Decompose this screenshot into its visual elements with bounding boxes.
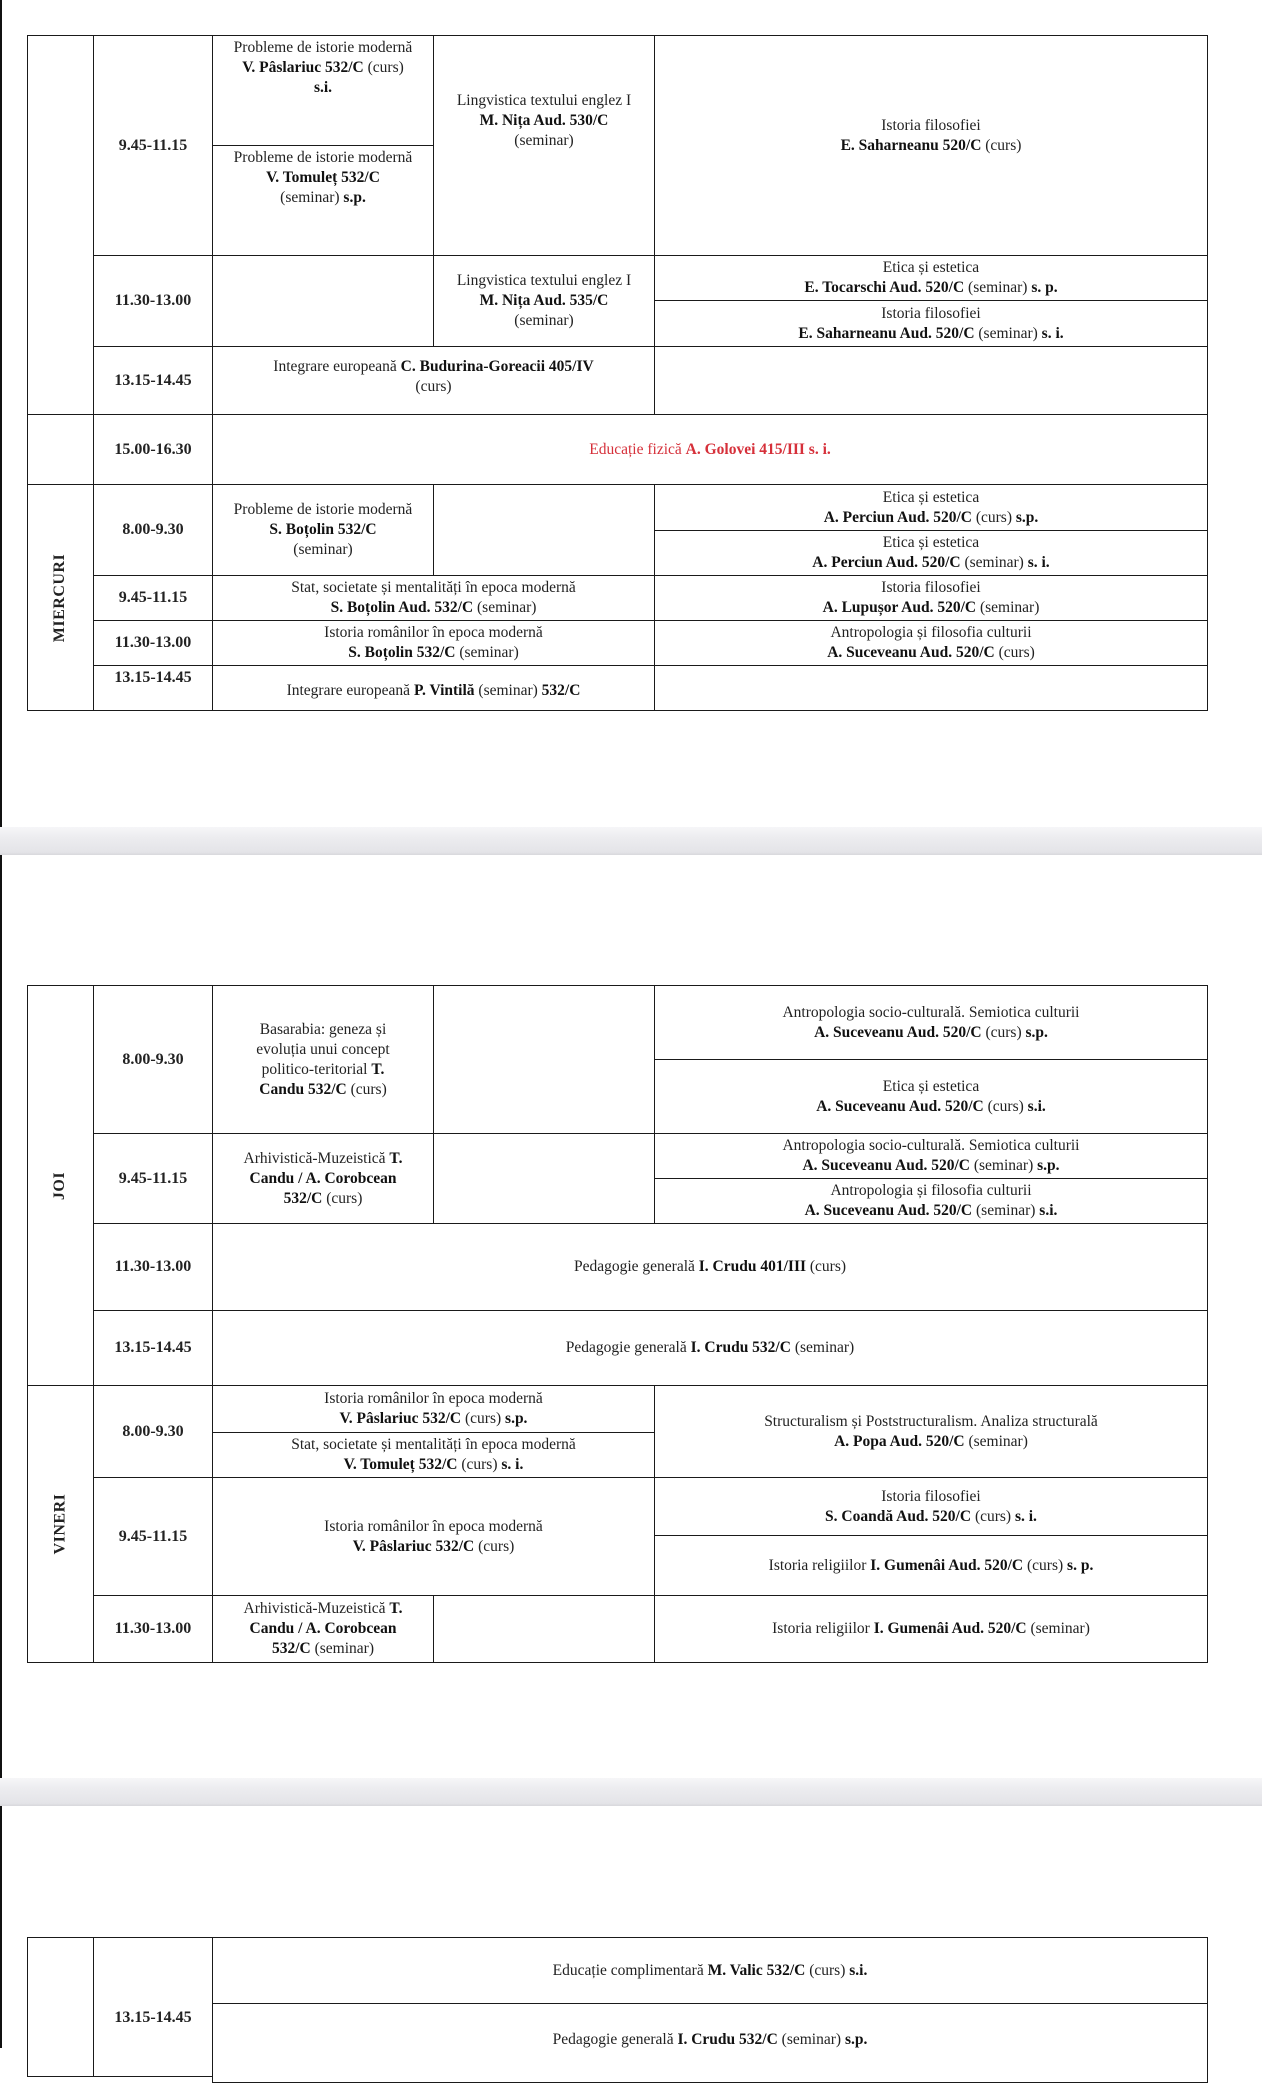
- teacher: T. Candu / A. Corobcean: [249, 1600, 403, 1637]
- subject: Stat, societate și mentalități în epoca modernă: [291, 579, 576, 596]
- teacher-room: I. Crudu 532/C: [677, 2031, 778, 2048]
- group-tag: s. i.: [501, 1456, 524, 1473]
- teacher-room: V. Pâslariuc 532/C: [339, 1410, 462, 1427]
- day-cell-blank: [27, 35, 94, 415]
- subject: Probleme de istorie modernă: [233, 149, 413, 166]
- subject: Pedagogie generală: [573, 1258, 695, 1275]
- class-type: (seminar): [978, 324, 1038, 342]
- subject: Structuralism și Poststructuralism. Analiza structurală: [764, 1412, 1098, 1430]
- group-tag: s.i.: [1027, 1097, 1046, 1115]
- class-type: (curs): [809, 1258, 847, 1275]
- teacher-room: A. Suceveanu Aud. 520/C: [816, 1097, 984, 1115]
- teacher-room: V. Tomuleț 532/C: [343, 1456, 458, 1473]
- class-type: (seminar): [979, 599, 1040, 616]
- class-type: (seminar): [964, 554, 1024, 571]
- subject: Basarabia: geneza și evoluția unui concept politico-teritorial: [256, 1020, 390, 1078]
- subject: Lingvistica textului englez I: [456, 92, 632, 109]
- class-cell[interactable]: [212, 1223, 1208, 1311]
- subject: Istoria românilor în epoca modernă: [324, 1517, 543, 1535]
- subject: Lingvistica textului englez I: [456, 272, 632, 289]
- class-cell[interactable]: [212, 1385, 655, 1433]
- empty-cell: [433, 1133, 655, 1224]
- group-tag: s. i.: [1014, 1507, 1037, 1525]
- subject: Istoria românilor în epoca modernă: [324, 1390, 543, 1407]
- teacher: T. Candu: [259, 1060, 385, 1098]
- group-tag: s.p.: [1037, 1157, 1060, 1174]
- class-type: (curs): [809, 1961, 846, 1979]
- class-cell[interactable]: [654, 300, 1208, 347]
- subject: Probleme de istorie modernă: [233, 501, 413, 518]
- teacher-room: M. Valic 532/C: [707, 1961, 806, 1979]
- subject: Istoria românilor în epoca modernă: [324, 624, 543, 641]
- time-slot: 8.00-9.30: [93, 1385, 213, 1478]
- empty-cell: [212, 255, 434, 347]
- class-type: (seminar): [514, 312, 574, 329]
- subject: Istoria religiilor: [768, 1556, 867, 1574]
- class-type: (seminar): [1030, 1620, 1090, 1637]
- class-type: (seminar): [973, 1157, 1034, 1174]
- teacher-room: I. Gumenâi Aud. 520/C: [870, 1556, 1024, 1574]
- subject: Etica și estetica: [882, 534, 980, 551]
- teacher-room: E. Tocarschi Aud. 520/C: [804, 279, 965, 296]
- class-type: (seminar): [314, 1640, 374, 1657]
- class-type: (curs): [987, 1097, 1024, 1115]
- subject: Integrare europeană: [286, 682, 411, 699]
- teacher-room: I. Crudu 401/III: [698, 1258, 807, 1275]
- class-cell[interactable]: [212, 1310, 1208, 1386]
- class-type: (seminar): [514, 132, 574, 149]
- teacher-room: V. Pâslariuc 532/C: [242, 59, 364, 76]
- class-type: (seminar): [477, 599, 537, 616]
- class-cell[interactable]: [654, 1178, 1208, 1224]
- class-type: (curs): [465, 1410, 502, 1427]
- subject: Antropologia socio-culturală. Semiotica culturii: [782, 1137, 1080, 1154]
- day-label-joi: JOI: [27, 985, 94, 1386]
- page-divider: [0, 827, 1262, 855]
- time-slot: 11.30-13.00: [93, 1223, 213, 1311]
- class-cell[interactable]: [654, 1059, 1208, 1134]
- class-type: (seminar): [781, 2031, 842, 2048]
- class-type: (seminar): [976, 1202, 1036, 1219]
- subject: Etica și estetica: [882, 1077, 980, 1095]
- subject: Antropologia socio-culturală. Semiotica culturii: [782, 1003, 1080, 1021]
- class-cell[interactable]: [212, 665, 655, 711]
- class-cell[interactable]: [654, 1595, 1208, 1663]
- class-cell-highlight[interactable]: [212, 414, 1208, 485]
- class-cell[interactable]: [654, 985, 1208, 1060]
- subject: Istoria filosofiei: [881, 1487, 981, 1505]
- subject: Educație complimentară: [552, 1961, 704, 1979]
- class-cell[interactable]: [212, 575, 655, 621]
- day-label-miercuri: MIERCURI: [27, 484, 94, 711]
- class-cell[interactable]: [433, 35, 655, 256]
- teacher-room: A. Lupușor Aud. 520/C: [822, 599, 977, 616]
- class-cell[interactable]: [654, 484, 1208, 531]
- class-cell[interactable]: [654, 575, 1208, 621]
- subject: Educație fizică: [589, 440, 682, 458]
- teacher-room: A. Golovei 415/III s. i.: [685, 440, 831, 458]
- subject: Istoria filosofiei: [881, 579, 981, 596]
- teacher-room: I. Gumenâi Aud. 520/C: [873, 1620, 1027, 1637]
- teacher-room: A. Perciun Aud. 520/C: [823, 508, 972, 526]
- class-type: (curs): [985, 1023, 1022, 1041]
- group-tag: s.p.: [844, 2031, 868, 2048]
- subject: Istoria filosofiei: [881, 117, 981, 134]
- teacher-room: M. Nița Aud. 535/C: [479, 292, 609, 309]
- group-tag: s. p.: [1031, 279, 1058, 296]
- class-type: (curs): [415, 378, 452, 395]
- day-cell-blank-2: [27, 414, 94, 485]
- page-edge: [0, 0, 2, 2048]
- class-cell[interactable]: [654, 1535, 1208, 1596]
- group-tag: s.i.: [1039, 1202, 1058, 1219]
- class-type: (curs): [478, 1537, 515, 1555]
- empty-cell: [433, 484, 655, 576]
- teacher-room: S. Boțolin Aud. 532/C: [330, 599, 474, 616]
- subject: Istoria filosofiei: [881, 304, 981, 322]
- subject: Antropologia și filosofia culturii: [830, 1182, 1032, 1199]
- group-tag: s.p.: [505, 1410, 528, 1427]
- time-slot: 13.15-14.45: [93, 1937, 213, 2077]
- class-type: (seminar): [478, 682, 538, 699]
- time-slot: 11.30-13.00: [93, 1595, 213, 1663]
- class-type: (seminar): [968, 279, 1028, 296]
- room: 532/C: [541, 682, 581, 699]
- class-type: (curs): [367, 59, 404, 76]
- room: 532/C: [307, 1080, 347, 1098]
- class-type: (seminar): [293, 541, 353, 558]
- time-slot: 8.00-9.30: [93, 985, 213, 1134]
- class-cell[interactable]: [212, 145, 434, 256]
- class-cell[interactable]: [654, 620, 1208, 666]
- room: 532/C: [283, 1189, 323, 1207]
- teacher-room: A. Popa Aud. 520/C: [834, 1432, 965, 1450]
- teacher-room: C. Budurina-Goreacii 405/IV: [400, 358, 594, 375]
- group-tag: s.i.: [849, 1961, 868, 1979]
- subject: Etica și estetica: [882, 259, 980, 276]
- time-slot: 13.15-14.45: [93, 665, 213, 711]
- time-slot: 11.30-13.00: [93, 255, 213, 347]
- teacher-room: E. Saharneanu Aud. 520/C: [798, 324, 975, 342]
- class-type: (curs): [974, 1507, 1012, 1525]
- group-tag: s. p.: [1067, 1556, 1094, 1574]
- subject: Integrare europeană: [273, 358, 397, 375]
- teacher-room: S. Boțolin 532/C: [348, 644, 456, 661]
- class-type: (curs): [350, 1080, 387, 1098]
- teacher-room: A. Suceveanu Aud. 520/C: [804, 1202, 973, 1219]
- time-slot: 11.30-13.00: [93, 620, 213, 666]
- subject: Pedagogie generală: [552, 2031, 674, 2048]
- class-type: (seminar): [280, 189, 340, 206]
- teacher-room: P. Vintilă: [413, 682, 475, 699]
- subject: Istoria religiilor: [772, 1620, 870, 1637]
- class-cell[interactable]: [212, 1432, 655, 1478]
- class-cell[interactable]: [212, 1477, 655, 1596]
- subject: Stat, societate și mentalități în epoca modernă: [291, 1436, 576, 1453]
- class-type: (seminar): [794, 1339, 855, 1356]
- class-cell[interactable]: [433, 255, 655, 347]
- class-type: (seminar): [459, 644, 519, 661]
- subject: Arhivistică-Muzeistică: [243, 1149, 386, 1167]
- class-cell[interactable]: [212, 1595, 434, 1663]
- teacher-room: A. Suceveanu Aud. 520/C: [814, 1023, 982, 1041]
- class-cell[interactable]: [212, 484, 434, 576]
- class-cell[interactable]: [212, 620, 655, 666]
- teacher-room: V. Tomuleț 532/C: [266, 169, 380, 186]
- class-type: (curs): [461, 1456, 498, 1473]
- group-tag: s.p.: [1025, 1023, 1048, 1041]
- class-cell[interactable]: [654, 1133, 1208, 1179]
- teacher-room: I. Crudu 532/C: [690, 1339, 791, 1356]
- subject: Probleme de istorie modernă: [233, 39, 413, 56]
- teacher-room: A. Perciun Aud. 520/C: [812, 554, 961, 571]
- teacher: T. Candu / A. Corobcean: [249, 1149, 403, 1187]
- class-cell[interactable]: [212, 35, 434, 146]
- class-type: (seminar): [968, 1432, 1028, 1450]
- group-tag: s. i.: [1041, 324, 1064, 342]
- day-cell-blank: [27, 1937, 94, 2077]
- subject: Pedagogie generală: [565, 1339, 687, 1356]
- class-cell[interactable]: [212, 1133, 434, 1224]
- time-slot: 9.45-11.15: [93, 1477, 213, 1596]
- time-slot: 8.00-9.30: [93, 484, 213, 576]
- teacher-room: A. Suceveanu Aud. 520/C: [802, 1157, 970, 1174]
- class-cell[interactable]: [212, 2003, 1208, 2083]
- group-tag: s.p.: [343, 189, 366, 206]
- teacher-room: S. Coandă Aud. 520/C: [825, 1507, 972, 1525]
- class-cell[interactable]: [654, 1477, 1208, 1536]
- class-cell[interactable]: [654, 530, 1208, 576]
- class-cell[interactable]: [654, 255, 1208, 301]
- class-cell[interactable]: [654, 35, 1208, 256]
- teacher-room: M. Nița Aud. 530/C: [479, 112, 609, 129]
- room: 532/C: [271, 1640, 311, 1657]
- time-slot: 9.45-11.15: [93, 35, 213, 256]
- time-slot: 15.00-16.30: [93, 414, 213, 485]
- teacher-room: A. Suceveanu Aud. 520/C: [827, 644, 995, 661]
- teacher-room: V. Pâslariuc 532/C: [352, 1537, 475, 1555]
- teacher-room: E. Saharneanu 520/C: [840, 137, 982, 154]
- time-slot: 13.15-14.45: [93, 346, 213, 415]
- group-tag: s.p.: [1015, 508, 1039, 526]
- class-cell[interactable]: [212, 1937, 1208, 2004]
- class-type: (curs): [998, 644, 1035, 661]
- group-tag: s. i.: [1027, 554, 1050, 571]
- empty-cell: [433, 1595, 655, 1663]
- class-type: (curs): [975, 508, 1013, 526]
- time-slot: 9.45-11.15: [93, 1133, 213, 1224]
- subject: Antropologia și filosofia culturii: [830, 624, 1032, 641]
- class-type: (curs): [1027, 1556, 1064, 1574]
- subject: Etica și estetica: [882, 488, 980, 506]
- empty-cell: [433, 985, 655, 1134]
- time-slot: 9.45-11.15: [93, 575, 213, 621]
- class-cell[interactable]: [654, 1385, 1208, 1478]
- page-divider: [0, 1778, 1262, 1806]
- time-slot: 13.15-14.45: [93, 1310, 213, 1386]
- day-label-vineri: VINERI: [27, 1385, 94, 1663]
- class-cell[interactable]: [212, 346, 655, 415]
- group-tag: s.i.: [313, 79, 333, 96]
- empty-cell: [654, 346, 1208, 415]
- subject: Arhivistică-Muzeistică: [243, 1600, 386, 1617]
- empty-cell: [654, 665, 1208, 711]
- class-type: (curs): [326, 1189, 363, 1207]
- class-type: (curs): [985, 137, 1022, 154]
- class-cell[interactable]: [212, 985, 434, 1134]
- teacher-room: S. Boțolin 532/C: [269, 521, 377, 538]
